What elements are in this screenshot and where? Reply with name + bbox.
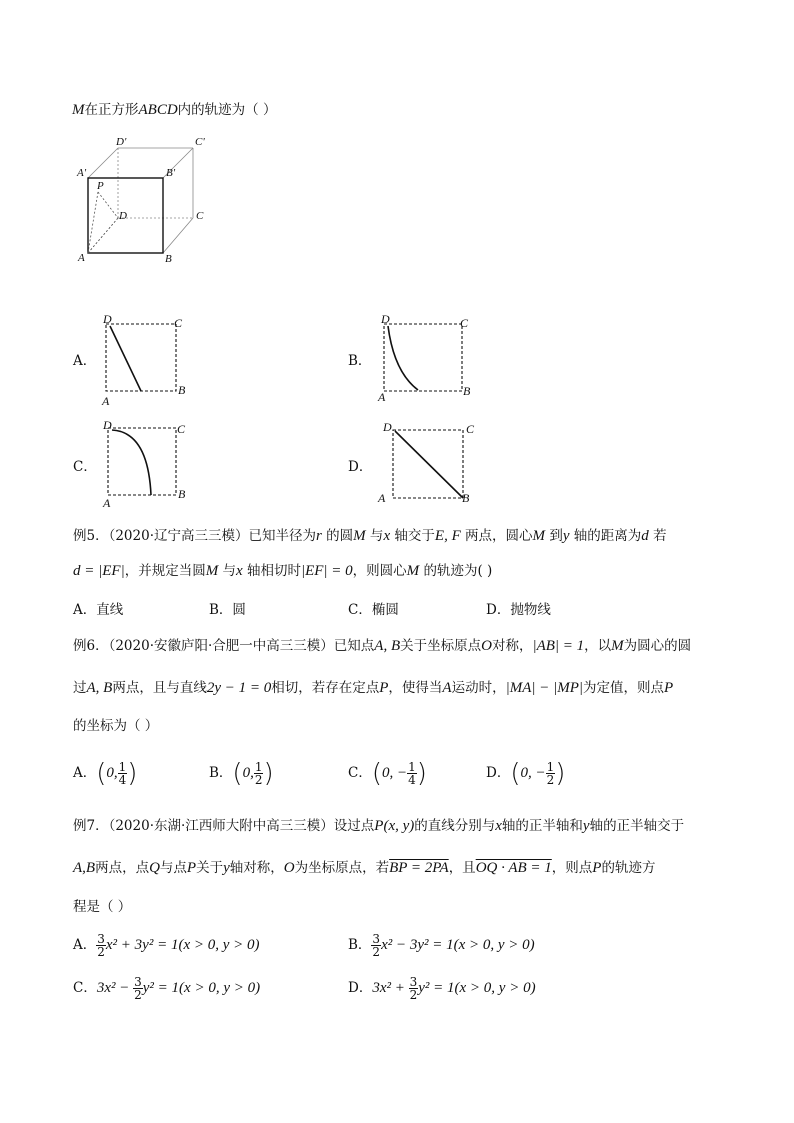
- cube-label: A': [77, 167, 87, 179]
- q4-stem: M在正方形ABCD内的轨迹为（ ）: [72, 102, 277, 118]
- opt-a-corner: A: [102, 394, 110, 408]
- opt-d-corner: B: [462, 491, 470, 505]
- fraction: $\frac{1}{4}$: [118, 760, 127, 787]
- ex7-option-c[interactable]: C．3x² − $\frac{3}{2}$ y² = 1(x > 0, y > 0): [73, 975, 261, 1002]
- ex6-line3: 的坐标为（ ）: [73, 718, 159, 734]
- ex7-option-d[interactable]: D．3x² + $\frac{3}{2}$ y² = 1(x > 0, y > 0): [348, 975, 536, 1002]
- opt-b-corner: A: [378, 390, 386, 404]
- cube-label: B: [165, 253, 172, 265]
- fraction: $\frac{3}{2}$: [97, 932, 105, 959]
- cube-label: P: [97, 180, 104, 192]
- ex5-line1: 例5．（2020·辽宁高三三模）已知半径为r 的圆M 与x 轴交于E, F 两点，圆心M 到y 轴的距离为d 若: [73, 528, 667, 544]
- ex7-option-b[interactable]: B． $\frac{3}{2}$ x² − 3y² = 1(x > 0, y > 0): [348, 932, 535, 959]
- fraction: $\frac{3}{2}$: [409, 975, 418, 1002]
- opt-c-corner: D: [103, 418, 112, 432]
- ex5-line2: d = |EF|，并规定当圆M 与x 轴相切时|EF| = 0，则圆心M 的轨迹为( ): [73, 563, 493, 579]
- fraction: $\frac{1}{4}$: [408, 760, 416, 787]
- cube-label: B': [166, 167, 176, 179]
- ex6-option-c[interactable]: C．(0, − $\frac{1}{4}$ ): [348, 758, 427, 789]
- cube-label: D': [116, 136, 127, 148]
- cube-label: C: [196, 210, 204, 222]
- q4-option-c-letter[interactable]: C．: [73, 459, 97, 475]
- cube-label: A: [78, 252, 85, 264]
- opt-c-corner: C: [177, 422, 186, 436]
- q4-option-b-letter[interactable]: B．: [348, 353, 372, 369]
- ex6-option-a[interactable]: A．(0, $\frac{1}{4}$ ): [73, 758, 138, 789]
- ex7-line2: A,B两点，点Q与点P关于y轴对称，O为坐标原点，若BP = 2PA，且OQ · AB = 1，则点P的轨迹方: [73, 860, 656, 876]
- opt-d-corner: D: [383, 420, 392, 434]
- ex6-option-d[interactable]: D．(0, − $\frac{1}{2}$ ): [486, 758, 566, 789]
- opt-a-corner: D: [103, 312, 112, 326]
- ex7-line1: 例7．（2020·东湖·江西师大附中高三三模）设过点P(x, y)的直线分别与x轴的正半轴和y轴的正半轴交于: [73, 818, 685, 834]
- ex5-option-a[interactable]: A．直线: [73, 602, 124, 618]
- ex5-option-c[interactable]: C．椭圆: [348, 602, 399, 618]
- fraction: $\frac{1}{2}$: [254, 760, 263, 787]
- ex6-option-b[interactable]: B．(0, $\frac{1}{2}$ ): [209, 758, 274, 789]
- ex5-option-d[interactable]: D．抛物线: [486, 602, 551, 618]
- opt-d-corner: C: [466, 422, 475, 436]
- opt-b-corner: D: [381, 312, 390, 326]
- fraction: $\frac{1}{2}$: [546, 760, 555, 787]
- opt-b-corner: C: [460, 316, 469, 330]
- fraction: $\frac{3}{2}$: [134, 975, 142, 1002]
- q4-option-d-letter[interactable]: D．: [348, 459, 373, 475]
- cube-label: D: [119, 210, 127, 222]
- opt-a-corner: C: [174, 316, 183, 330]
- ex7-line3: 程是（ ）: [73, 899, 132, 915]
- fraction: $\frac{3}{2}$: [372, 932, 381, 959]
- q4-option-a-letter[interactable]: A．: [73, 353, 97, 369]
- opt-b-corner: B: [463, 384, 471, 398]
- opt-c-corner: A: [103, 496, 111, 510]
- ex5-option-b[interactable]: B．圆: [209, 602, 246, 618]
- cube-label: C': [195, 136, 205, 148]
- ex6-line2: 过A, B两点，且与直线2y − 1 = 0相切，若存在定点P，使得当A运动时，|MA| − |MP|为定值，则点P: [73, 680, 674, 696]
- opt-d-corner: A: [378, 491, 386, 505]
- opt-c-corner: B: [178, 487, 186, 501]
- ex6-line1: 例6．（2020·安徽庐阳·合肥一中高三三模）已知点A, B关于坐标原点O对称，|AB| = 1，以M为圆心的圆: [73, 638, 692, 654]
- opt-a-corner: B: [178, 383, 186, 397]
- ex7-option-a[interactable]: A． $\frac{3}{2}$ x² + 3y² = 1(x > 0, y > 0): [73, 932, 260, 959]
